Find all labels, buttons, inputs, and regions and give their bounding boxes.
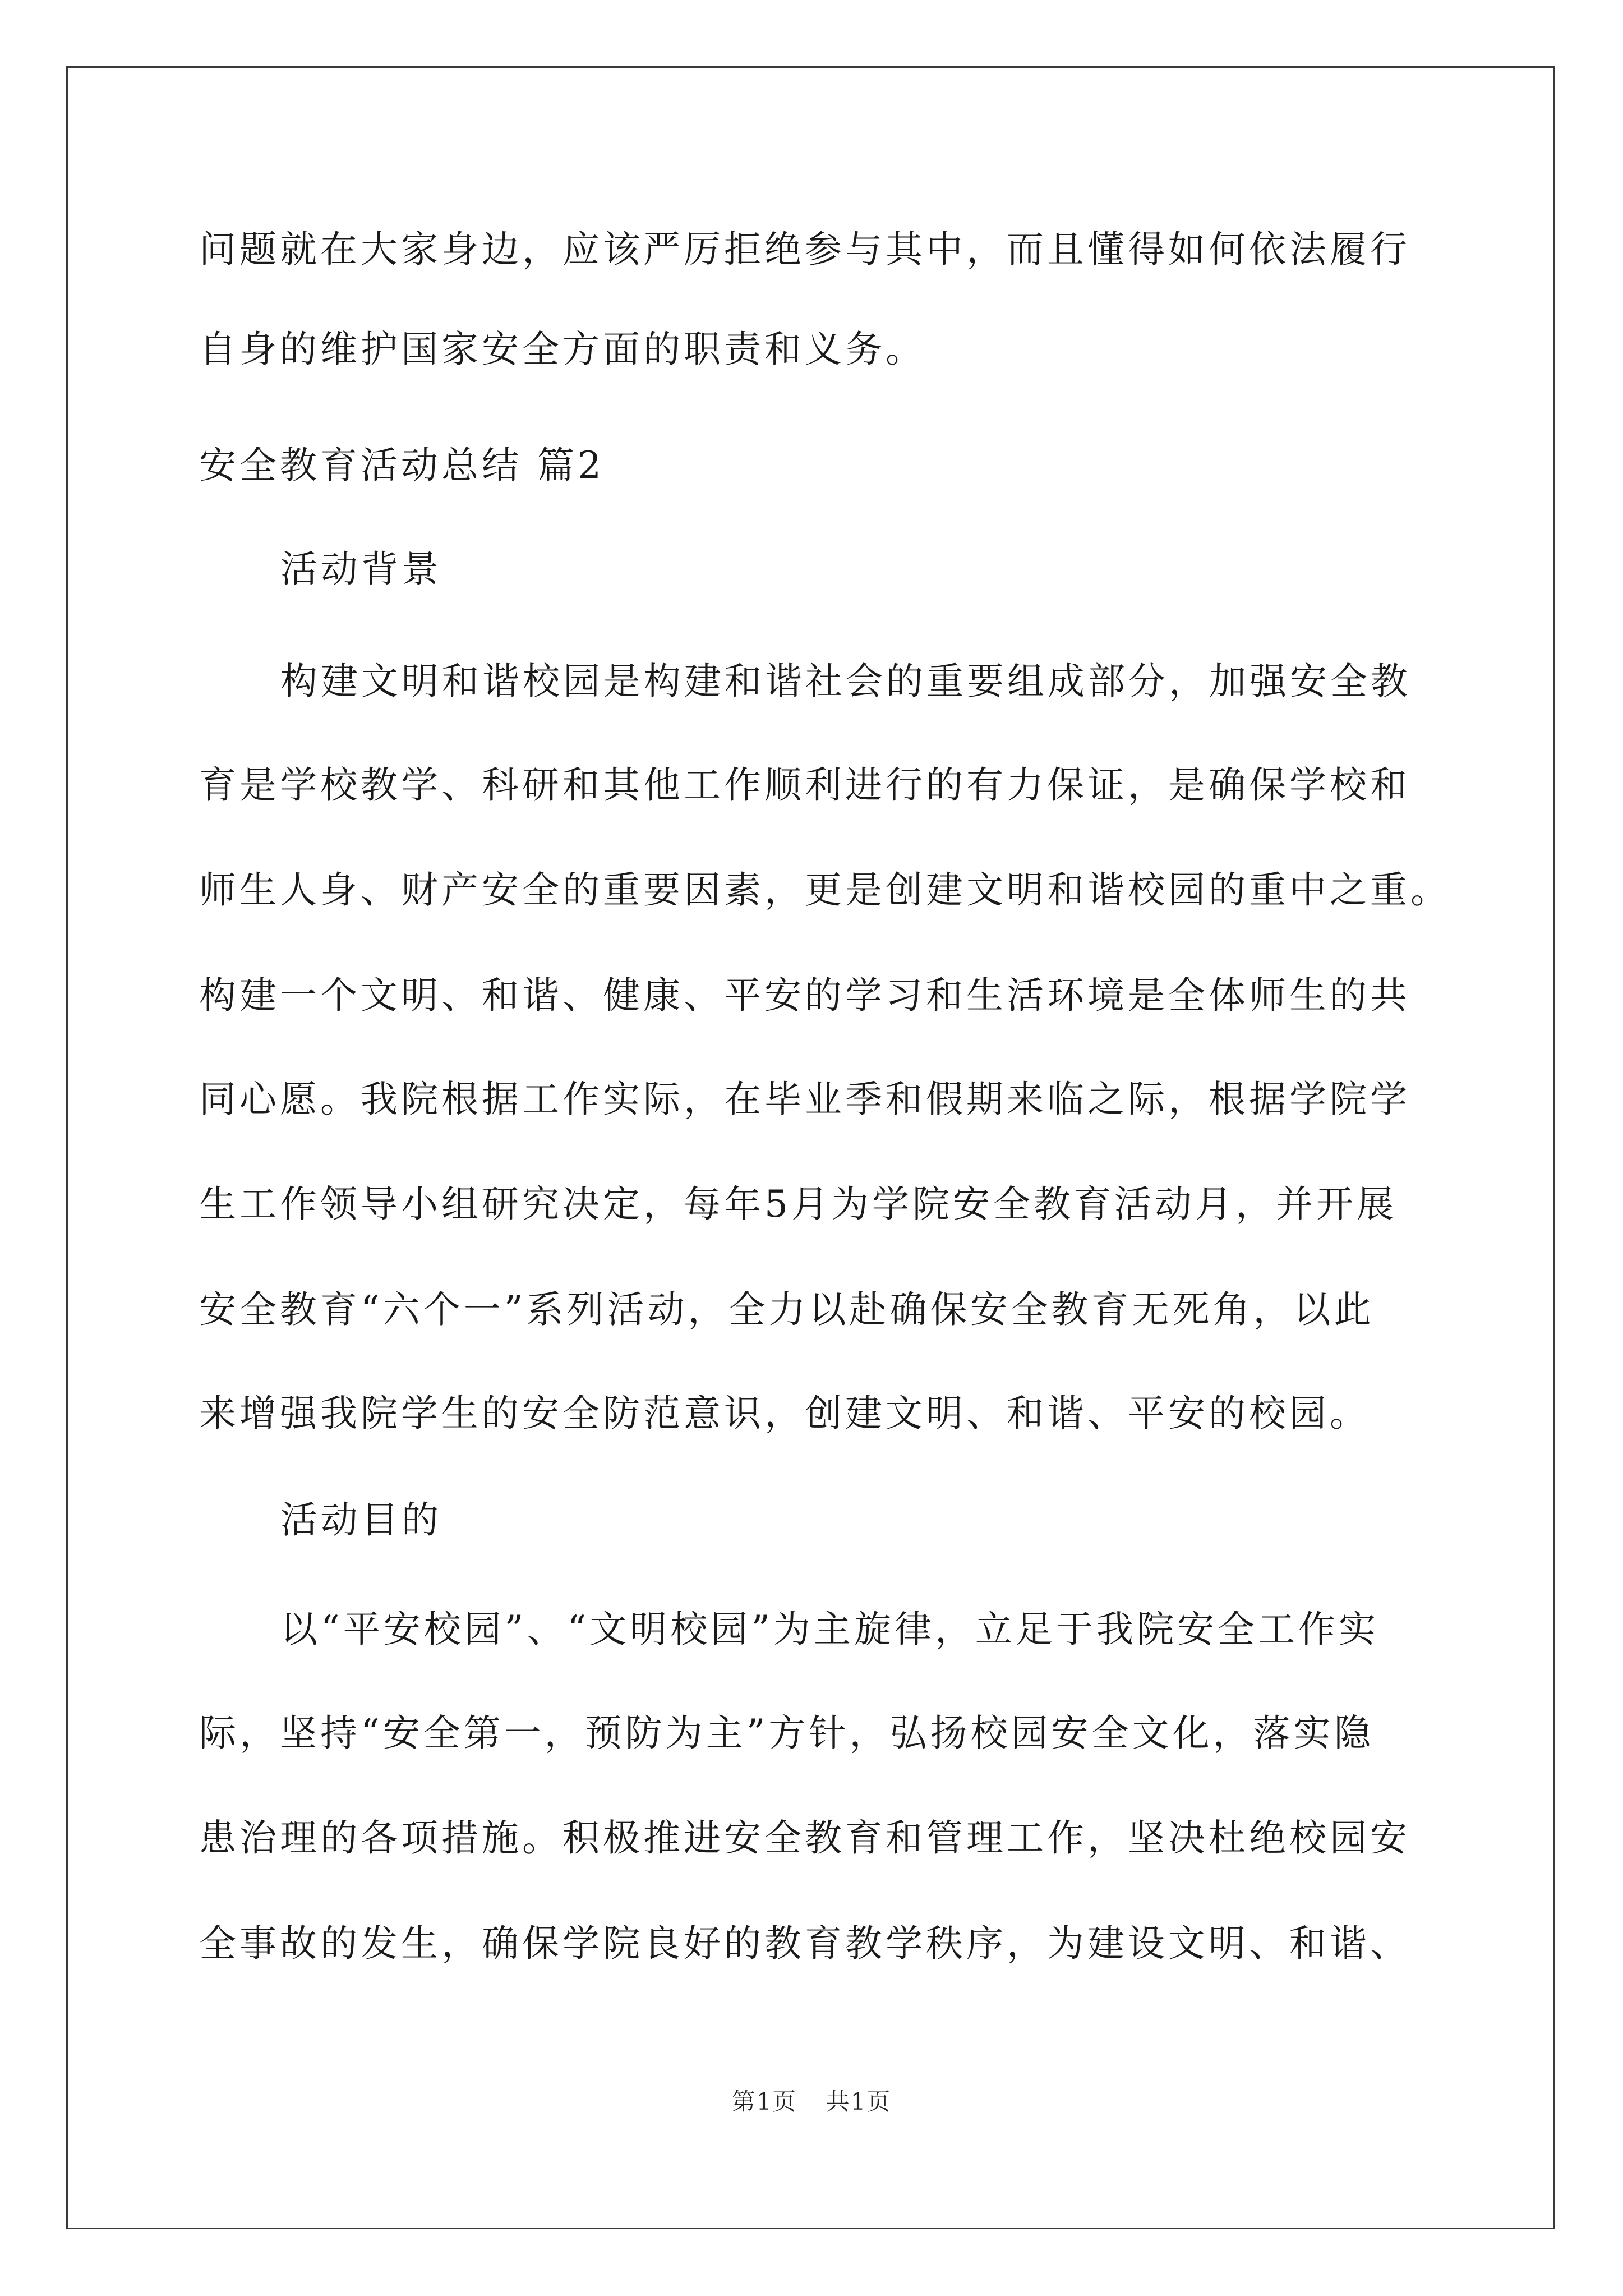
body-text-line: 构建一个文明、和谐、健康、平安的学习和生活环境是全体师生的共 [199, 974, 1410, 1017]
body-text-line: 安全教育“六个一”系列活动，全力以赴确保安全教育无死角，以此 [199, 1288, 1375, 1331]
body-text-line: 全事故的发生，确保学院良好的教育教学秩序，为建设文明、和谐、 [199, 1922, 1410, 1965]
body-text-line: 际，坚持“安全第一，预防为主”方针，弘扬校园安全文化，落实隐 [199, 1711, 1375, 1755]
body-text-line: 患治理的各项措施。积极推进安全教育和管理工作，坚决杜绝校园安 [199, 1816, 1410, 1860]
section-heading: 安全教育活动总结 篇2 [199, 444, 605, 487]
body-text-line: 生工作领导小组研究决定，每年5月为学院安全教育活动月，并开展 [199, 1182, 1397, 1226]
body-text-line: 以“平安校园”、“文明校园”为主旋律，立足于我院安全工作实 [280, 1608, 1379, 1651]
page-number: 第1页 [731, 2088, 797, 2115]
page-footer [0, 2088, 1623, 2116]
subheading-background: 活动背景 [280, 547, 442, 591]
subheading-purpose: 活动目的 [280, 1498, 442, 1542]
body-text-line: 构建文明和谐校园是构建和谐社会的重要组成部分，加强安全教 [280, 660, 1411, 703]
body-text-line: 同心愿。我院根据工作实际，在毕业季和假期来临之际，根据学院学 [199, 1078, 1410, 1121]
body-text-line: 自身的维护国家安全方面的职责和义务。 [199, 328, 926, 371]
page-border [66, 66, 1555, 2229]
page-total: 共1页 [826, 2088, 892, 2115]
body-text-line: 来增强我院学生的安全防范意识，创建文明、和谐、平安的校园。 [199, 1392, 1370, 1435]
body-text-line: 师生人身、财产安全的重要因素，更是创建文明和谐校园的重中之重。 [199, 868, 1451, 912]
body-text-line: 育是学校教学、科研和其他工作顺利进行的有力保证，是确保学校和 [199, 763, 1410, 807]
body-text-line: 问题就在大家身边，应该严厉拒绝参与其中，而且懂得如何依法履行 [199, 228, 1410, 271]
